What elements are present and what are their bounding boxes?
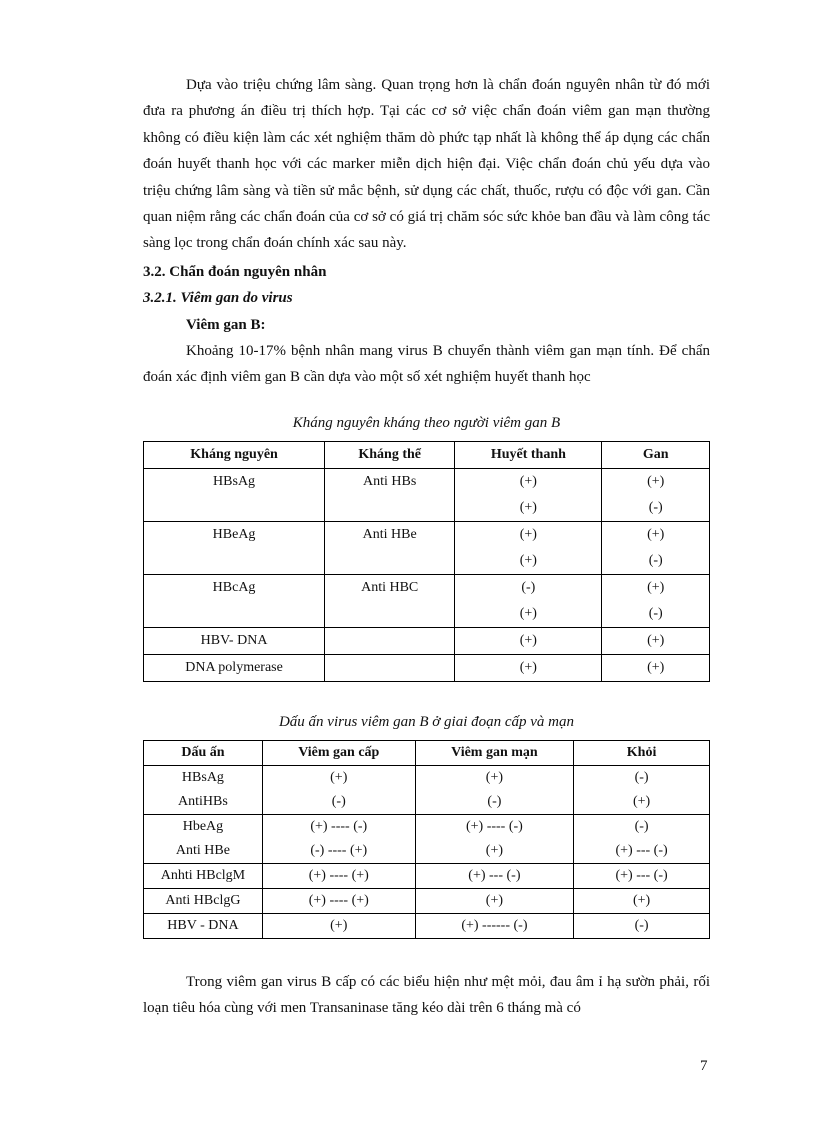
- acute-hepatitis-paragraph: Trong viêm gan virus B cấp có các biểu hiện như mệt mỏi, đau âm ỉ hạ sườn phải, rối loạn tiêu hóa cùng với men Transaninase tăng kéo dài trên 6 tháng mà có: [143, 973, 710, 1017]
- acute-cell-lines: [263, 889, 415, 913]
- liver-cell-line: (+): [647, 579, 665, 595]
- liver-cell: [602, 627, 710, 654]
- acute-cell: [262, 765, 415, 814]
- chronic-cell-line: (+) ------ (-): [461, 917, 528, 933]
- chronic-cell-line: (+): [485, 842, 504, 858]
- chronic-cell: [415, 765, 573, 814]
- serum-cell-lines: [455, 655, 601, 681]
- acute-cell-lines: [263, 815, 415, 863]
- acute-cell: [262, 814, 415, 863]
- table-row: [144, 765, 710, 814]
- acute-cell-line: (+): [330, 917, 348, 933]
- chronic-cell-line: (+) --- (-): [468, 867, 521, 883]
- serum-cell: [455, 654, 602, 681]
- chronic-cell-line: (+): [485, 769, 504, 785]
- page-number: 7: [700, 1058, 708, 1074]
- antigen-cell: HBV- DNA: [144, 627, 325, 654]
- marker-cell-lines: [144, 864, 262, 888]
- serum-cell-line: (-): [521, 579, 536, 595]
- liver-cell-lines: [602, 522, 709, 574]
- serum-cell-line: (+): [519, 473, 537, 489]
- recovered-cell-lines: [574, 864, 709, 888]
- acute-cell-lines: [263, 914, 415, 938]
- antigen-cell: HBcAg: [144, 574, 325, 627]
- antigen-cell: DNA polymerase: [144, 654, 325, 681]
- recovered-cell-line: (+) --- (-): [615, 867, 668, 883]
- serum-cell-line: (+): [519, 659, 537, 675]
- recovered-cell-line: (-): [634, 917, 649, 933]
- marker-cell-lines: [144, 815, 262, 863]
- liver-cell: [602, 521, 710, 574]
- hbv-marker-table: [143, 740, 710, 939]
- marker-cell: [144, 913, 263, 938]
- acute-cell-line: (+) ---- (-): [310, 818, 368, 834]
- table2-caption: Dấu ấn virus viêm gan B ở giai đoạn cấp và mạn: [278, 713, 575, 730]
- liver-cell-line: (+): [647, 632, 665, 648]
- recovered-cell-line: (+) --- (-): [615, 842, 668, 858]
- header-antibody: Kháng thể: [325, 441, 455, 468]
- marker-cell: [144, 814, 263, 863]
- table1-caption: Kháng nguyên kháng theo người viêm gan B: [292, 414, 561, 431]
- antigen-antibody-table: [143, 441, 710, 682]
- acute-cell-line: (+) ---- (+): [308, 892, 369, 908]
- serum-cell-line: (+): [519, 605, 537, 621]
- acute-cell-line: (-) ---- (+): [310, 842, 368, 858]
- serum-cell: [455, 574, 602, 627]
- marker-cell-line: Anti HBclgG: [165, 892, 241, 908]
- intro-paragraph: Dựa vào triệu chứng lâm sàng. Quan trọng hơn là chẩn đoán nguyên nhân từ đó mới đưa ra phương án điều trị thích hợp. Tại các cơ sở việc chẩn đoán viêm gan mạn thường không có điều kiện làm các xét nghiệm thăm dò phức tạp nhất là không thể áp dụng các chẩn đoán huyết thanh học với các marker miễn dịch hiện đại. Việc chẩn đoán chủ yếu dựa vào triệu chứng lâm sàng và tiền sử mắc bệnh, sử dụng các chất, thuốc, rượu có độc với gan. Cần quan niệm rằng các chẩn đoán của cơ sở có giá trị chăm sóc sức khỏe ban đầu và làm công tác sàng lọc trong chẩn đoán chính xác sau này.: [143, 77, 710, 252]
- marker-cell-lines: [144, 889, 262, 913]
- table-row: [144, 521, 710, 574]
- acute-cell-lines: [263, 864, 415, 888]
- liver-cell-lines: [602, 628, 709, 654]
- table-row: [144, 654, 710, 681]
- liver-cell-lines: [602, 575, 709, 627]
- header-chronic: Viêm gan mạn: [415, 740, 573, 765]
- recovered-cell-lines: [574, 766, 709, 814]
- acute-cell-line: (+) ---- (+): [308, 867, 369, 883]
- liver-cell-line: (+): [647, 526, 665, 542]
- document-page: [143, 70, 710, 1022]
- marker-cell-line: Anhti HBclgM: [160, 867, 246, 883]
- liver-cell-line: (+): [647, 659, 665, 675]
- serum-cell: [455, 521, 602, 574]
- marker-cell-line: AntiHBs: [178, 793, 228, 809]
- acute-cell-line: (+): [330, 769, 348, 785]
- antibody-cell: [325, 654, 455, 681]
- chronic-cell: [415, 863, 573, 888]
- serum-cell-lines: [455, 575, 601, 627]
- acute-cell: [262, 913, 415, 938]
- antibody-cell: Anti HBC: [325, 574, 455, 627]
- header-liver: Gan: [602, 441, 710, 468]
- marker-cell-line: HbeAg: [182, 818, 224, 834]
- liver-cell-lines: [602, 469, 709, 521]
- antigen-cell: HBeAg: [144, 521, 325, 574]
- antibody-cell: [325, 627, 455, 654]
- chronic-cell-lines: [416, 815, 573, 863]
- chronic-cell: [415, 913, 573, 938]
- recovered-cell-line: (+): [632, 793, 651, 809]
- header-acute: Viêm gan cấp: [262, 740, 415, 765]
- acute-cell: [262, 863, 415, 888]
- marker-cell-lines: [144, 766, 262, 814]
- chronic-cell-line: (-): [487, 793, 502, 809]
- table2-body: [144, 765, 710, 938]
- section-heading-3-2-1: 3.2.1. Viêm gan do virus: [143, 290, 293, 307]
- recovered-cell-lines: [574, 889, 709, 913]
- serum-cell: [455, 627, 602, 654]
- table-row: [144, 574, 710, 627]
- marker-cell-line: Anti HBe: [175, 842, 230, 858]
- antibody-cell: Anti HBs: [325, 468, 455, 521]
- marker-cell-line: HBsAg: [181, 769, 224, 785]
- antigen-cell: HBsAg: [144, 468, 325, 521]
- serum-cell-line: (+): [519, 552, 537, 568]
- table-header-row: [144, 740, 710, 765]
- marker-cell-line: HBV - DNA: [167, 917, 239, 933]
- marker-cell-lines: [144, 914, 262, 938]
- recovered-cell-line: (-): [634, 818, 649, 834]
- liver-cell: [602, 468, 710, 521]
- section-heading-3-2: 3.2. Chẩn đoán nguyên nhân: [143, 263, 327, 280]
- serum-cell-line: (+): [519, 526, 537, 542]
- recovered-cell-lines: [574, 815, 709, 863]
- marker-cell: [144, 765, 263, 814]
- acute-cell-lines: [263, 766, 415, 814]
- table-row: [144, 468, 710, 521]
- table-row: [144, 888, 710, 913]
- serum-cell-lines: [455, 469, 601, 521]
- recovered-cell-line: (-): [634, 769, 649, 785]
- liver-cell-line: (-): [648, 552, 663, 568]
- recovered-cell: [574, 814, 710, 863]
- liver-cell-line: (-): [648, 499, 663, 515]
- serum-cell: [455, 468, 602, 521]
- serum-cell-line: (+): [519, 632, 537, 648]
- table-row: [144, 913, 710, 938]
- chronic-cell: [415, 888, 573, 913]
- serum-cell-line: (+): [519, 499, 537, 515]
- liver-cell: [602, 574, 710, 627]
- recovered-cell-line: (+): [632, 892, 651, 908]
- header-recovered: Khỏi: [574, 740, 710, 765]
- serum-cell-lines: [455, 522, 601, 574]
- table-row: [144, 863, 710, 888]
- chronic-cell-lines: [416, 766, 573, 814]
- recovered-cell: [574, 888, 710, 913]
- recovered-cell: [574, 765, 710, 814]
- subheading-hepatitis-b: Viêm gan B:: [186, 316, 266, 333]
- header-antigen: Kháng nguyên: [144, 441, 325, 468]
- chronic-cell: [415, 814, 573, 863]
- table-row: [144, 627, 710, 654]
- table1-body: [144, 468, 710, 681]
- chronic-cell-lines: [416, 889, 573, 913]
- recovered-cell-lines: [574, 914, 709, 938]
- header-serum: Huyết thanh: [455, 441, 602, 468]
- recovered-cell: [574, 863, 710, 888]
- acute-cell-line: (-): [331, 793, 346, 809]
- hepatitis-b-paragraph: Khoảng 10-17% bệnh nhân mang virus B chuyển thành viêm gan mạn tính. Để chẩn đoán xác định viêm gan B cần dựa vào một số xét nghiệm huyết thanh học: [143, 343, 710, 386]
- liver-cell: [602, 654, 710, 681]
- chronic-cell-lines: [416, 864, 573, 888]
- marker-cell: [144, 863, 263, 888]
- liver-cell-lines: [602, 655, 709, 681]
- chronic-cell-line: (+) ---- (-): [465, 818, 523, 834]
- liver-cell-line: (+): [647, 473, 665, 489]
- serum-cell-lines: [455, 628, 601, 654]
- recovered-cell: [574, 913, 710, 938]
- liver-cell-line: (-): [648, 605, 663, 621]
- antibody-cell: Anti HBe: [325, 521, 455, 574]
- table-row: [144, 814, 710, 863]
- marker-cell: [144, 888, 263, 913]
- chronic-cell-lines: [416, 914, 573, 938]
- chronic-cell-line: (+): [485, 892, 504, 908]
- acute-cell: [262, 888, 415, 913]
- table-header-row: [144, 441, 710, 468]
- header-marker: Dấu ấn: [144, 740, 263, 765]
